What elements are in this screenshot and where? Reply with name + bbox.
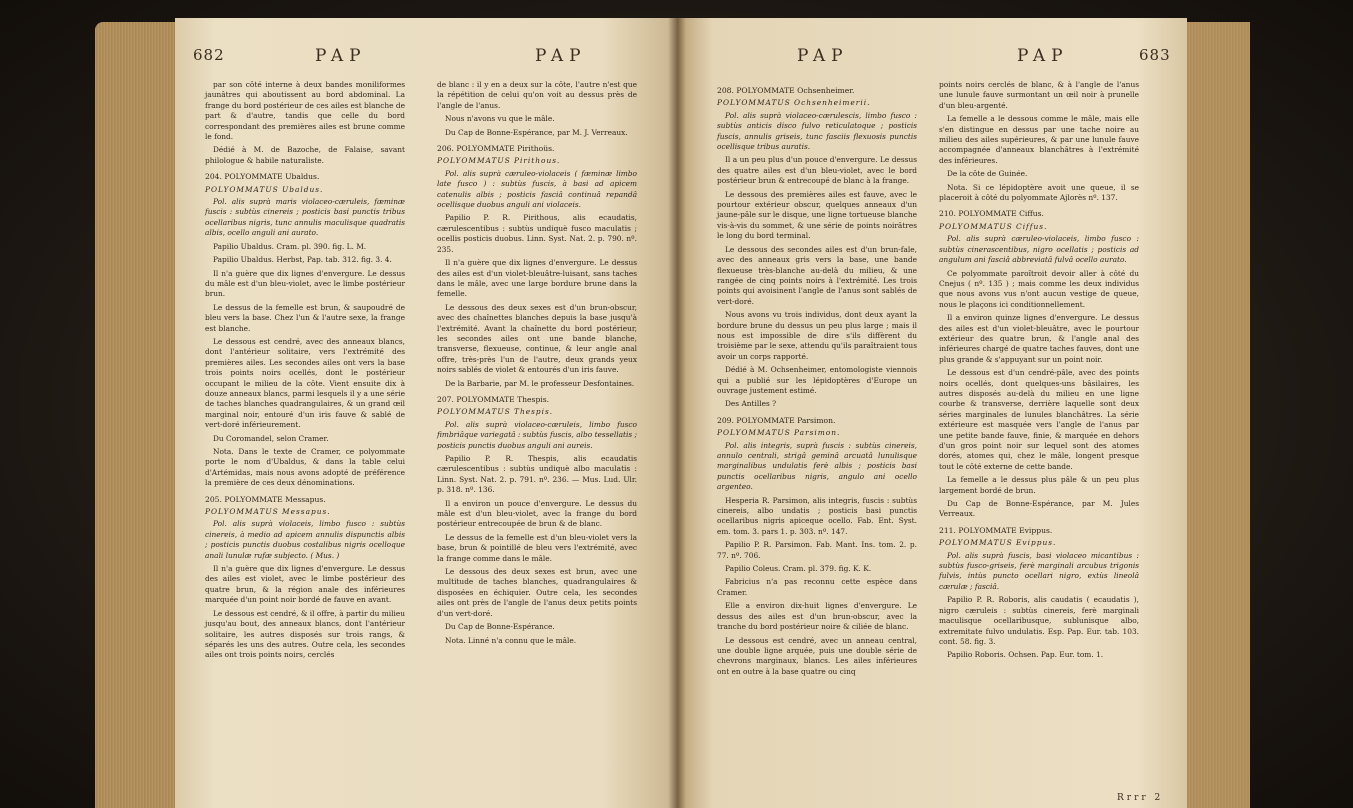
paragraph: Le dessus de la femelle est brun, & saupoudré de bleu vers la base. Chez l'un & l'autre sexe, la frange est blanche. bbox=[205, 302, 405, 333]
paragraph: Du Cap de Bonne-Espérance, par M. J. Verreaux. bbox=[445, 127, 628, 137]
paragraph: Papilio Ubaldus. Herbst, Pap. tab. 312. fig. 3. 4. bbox=[213, 255, 392, 265]
left-running-head-1: PAP bbox=[315, 46, 367, 66]
right-page-number: 683 bbox=[1139, 46, 1171, 64]
paragraph: Le dessous est cendré, avec un anneau central, une double ligne arquée, puis une double série de chevrons marginaux, blancs. Les ailes inférieures ont en outre à la base quatre ou cinq bbox=[717, 635, 917, 676]
right-column-2 bbox=[939, 80, 1139, 664]
latin-name: POLYOMMATUS Thespis. bbox=[437, 407, 554, 417]
species-heading: 205. POLYOMMATE Messapus. bbox=[205, 494, 326, 504]
paragraph: La femelle a le dessus plus pâle & un peu plus largement bordé de brun. bbox=[939, 475, 1139, 495]
paragraph: Dédié à M. de Bazoche, de Falaise, savant philologue & habile naturaliste. bbox=[205, 145, 405, 165]
paragraph: Le dessous des secondes ailes est d'un brun-fale, avec des anneaux gris vers la base, une bande flexueuse très-blanche au-delà du milieu, & une rangée de cinq points noirs à l'extrémité. Les trois points qui avoisinent l'angle de l'anus sont sablés de vert-doré. bbox=[717, 244, 917, 306]
paragraph: Papilio P. R. Parsimon. Fab. Mant. Ins. tom. 2. p. 77. nº. 706. bbox=[717, 540, 917, 560]
paragraph: Le dessus de la femelle est d'un bleu-violet vers la base, brun & pointillé de bleu vers l'extrémité, avec la frange comme dans le mâle. bbox=[437, 532, 637, 563]
paragraph: Nous n'avons vu que le mâle. bbox=[445, 114, 555, 124]
latin-diagnosis: Pol. alis suprà cæruleo-violaceis ( fæminæ limbo late fusco ) : subtùs fuscis, à basi ad apicem catenulis albis ; posticis fasciâ continuâ repandâ ocellisque duobus anguli ani violaceis. bbox=[437, 168, 637, 210]
paragraph: Des Antilles ? bbox=[725, 399, 777, 409]
latin-diagnosis: Pol. alis suprà maris violaceo-cæruleis, fæminæ fuscis : subtùs cinereis ; posticis basi punctis tribus ocellaribus nigris, tunc annulis maculisque quadratis albis, ocello anguli ani aurato. bbox=[205, 197, 405, 238]
book-gutter bbox=[668, 18, 686, 808]
latin-name: POLYOMMATUS Parsimon. bbox=[717, 428, 841, 438]
paragraph: De la côte de Guinée. bbox=[947, 169, 1028, 179]
right-page bbox=[677, 18, 1187, 808]
left-page bbox=[175, 18, 677, 808]
paragraph: points noirs cerclés de blanc, & à l'angle de l'anus une lunule fauve surmontant un œil noir à prunelle d'un bleu-argenté. bbox=[939, 80, 1139, 110]
paragraph: Elle a environ dix-huit lignes d'envergure. Le dessus des ailes est d'un brun-obscur, avec la tranche du bord postérieur noire & ciliée de blanc. bbox=[717, 601, 917, 632]
paragraph: Il n'a guère que dix lignes d'envergure. Le dessus des ailes est violet, avec le limbe postérieur des quatre brun, & la région anale des inférieures marquée d'un point noir bordé de fauve en avant. bbox=[205, 564, 405, 605]
latin-diagnosis: Pol. alis suprà fuscis, basi violaceo micantibus : subtùs fusco-griseis, ferè marginali arcubus trigonis fulvis, intùs puncto ocellari nigro, extùs lineolâ cærulæ ; fasciâ. bbox=[939, 550, 1139, 591]
species-heading: 208. POLYOMMATE Ochsenheimer. bbox=[717, 86, 855, 95]
left-page-edges bbox=[95, 22, 180, 808]
latin-name: POLYOMMATUS Pirithous. bbox=[437, 156, 561, 166]
right-running-head-2: PAP bbox=[1017, 46, 1069, 66]
paragraph: Il a environ quinze lignes d'envergure. Le dessus des ailes est d'un violet-bleuâtre, avec le pourtour extérieur des quatre brun, & l'angle anal des inférieures chargé de quatre taches fauves, dont une plus grande & s'appuyant sur un point noir. bbox=[939, 313, 1139, 364]
species-heading: 210. POLYOMMATE Ciffus. bbox=[939, 209, 1044, 219]
paragraph: Le dessous des deux sexes est d'un brun-obscur, avec des chaînettes blanches depuis la base jusqu'à l'extrémité. Avant la chaînette du bord postérieur, les secondes ailes ont une bande blanche, transverse, flexueuse, continue, & leur angle anal offre, très-près l'un de l'autre, deux grands yeux noirs sablés de violet & entourés d'un iris fauve. bbox=[437, 302, 637, 375]
right-running-head-1: PAP bbox=[797, 46, 849, 66]
left-running-head-2: PAP bbox=[535, 46, 587, 66]
paragraph: Papilio Ubaldus. Cram. pl. 390. fig. L. M. bbox=[213, 241, 367, 251]
paragraph: Nous avons vu trois individus, dont deux ayant la bordure brune du dessus un peu plus large ; mais il nous est impossible de dire s'ils diffèrent du troisième par le sexe, attendu qu'ils paraîtraient tous avoir un corps rapporté. bbox=[717, 310, 917, 361]
paragraph: Il n'a guère que dix lignes d'envergure. Le dessus du mâle est d'un bleu-violet, avec le limbe postérieur brun. bbox=[205, 268, 405, 299]
latin-name: POLYOMMATUS Ubaldus. bbox=[205, 184, 324, 194]
right-column-1 bbox=[717, 80, 917, 680]
paragraph: Le dessous est cendré, & il offre, à partir du milieu jusqu'au bout, des anneaux blancs, dont l'antérieur solitaire, les autres disposés sur trois rangs, & séparés les uns des autres. Outre cela, les secondes ailes ont trois points noirs, cerclés bbox=[205, 608, 405, 660]
right-page-edges bbox=[1180, 22, 1250, 808]
latin-diagnosis: Pol. alis suprà violaceo-cærulescis, limbo fusco : subtùs anticis disco fulvo reticulatoque ; posticis fuscis, annulis griseis, tunc fasciis flexuosis punctis ocellisque tribus auratis. bbox=[717, 110, 917, 152]
left-page-number: 682 bbox=[193, 46, 225, 64]
paragraph: La femelle a le dessous comme le mâle, mais elle s'en distingue en dessus par une tache noire au milieu des ailes supérieures, & par une lunule fauve accompagnée d'anneaux blanchâtres à l'extrémité des inférieures. bbox=[939, 114, 1139, 165]
species-heading: 204. POLYOMMATE Ubaldus. bbox=[205, 172, 320, 182]
paragraph: Hesperia R. Parsimon, alis integris, fuscis : subtùs cinereis, albo undatis ; posticis basi punctis ocellaribus nigris apiceque ocello. Fab. Ent. Syst. em. tom. 3. pars 1. p. 303. nº. 147. bbox=[717, 495, 917, 536]
paragraph: Nota. Dans le texte de Cramer, ce polyommate porte le nom d'Ubaldus, & dans la table celui d'Artémidas, mais nous avons adopté de préférence la première de ces deux dénominations. bbox=[205, 447, 405, 488]
paragraph: Le dessous des deux sexes est brun, avec une multitude de taches blanches, quadrangulaires & disposées en échiquier. Outre cela, les secondes ailes ont près de l'angle de l'anus deux petits points d'un vert-doré. bbox=[437, 567, 637, 618]
paragraph: Le dessous est cendré, avec des anneaux blancs, dont l'antérieur solitaire, vers l'extrémité des premières ailes. Les secondes ailes ont vers la base trois points noirs ocellés, dont le postérieur occupant le milieu de la côte. Vient ensuite dix à douze anneaux blancs, parmi lesquels il y a une série de taches blanches quadrangulaires, & un grand œil marginal noir, entouré d'un iris fauve & sablé de vert-doré inférieurement. bbox=[205, 336, 405, 430]
paragraph: Le dessous des premières ailes est fauve, avec le pourtour extérieur obscur, quelques anneaux d'un jaune-pâle sur le disque, une ligne tortueuse blanche vis-à-vis du sommet, & une série de points noirâtres le long du bord terminal. bbox=[717, 189, 917, 241]
species-heading: 211. POLYOMMATE Evippus. bbox=[939, 525, 1053, 535]
paragraph: Papilio P. R. Pirithous, alis ecaudatis, cærulescentibus : subtùs undiquè fusco maculatis ; ocellis posticis duobus. Linn. Syst. Nat. 2. p. 790. nº. 235. bbox=[437, 213, 637, 254]
paragraph: Nota. Si ce lépidoptère avoit une queue, il se placeroit à côté du polyommate Ajlorès nº. 137. bbox=[939, 182, 1139, 203]
paragraph: Papilio P. R. Roboris, alis caudatis ( ecaudatis ), nigro cæruleis : subtùs cinereis, ferè marginali maculisque ocellaribusque, sublunisque albo, extremitate fulvo undulatis. Esp. Pap. Eur. tab. 103. cont. 58. fig. 3. bbox=[939, 595, 1139, 646]
left-column-2 bbox=[437, 80, 637, 649]
latin-name: POLYOMMATUS Messapus. bbox=[205, 507, 331, 517]
paragraph: Il a environ un pouce d'envergure. Le dessus du mâle est d'un bleu-violet, avec la frange du bord postérieur entrecoupée de brun & de blanc. bbox=[437, 498, 637, 529]
latin-diagnosis: Pol. alis suprà cæruleo-violaceis, limbo fusco : subtùs cinerascentibus, nigro ocellatis ; posticis ad angulum ani fasciâ abbreviatâ fulvâ ocello aurato. bbox=[939, 234, 1139, 265]
latin-name: POLYOMMATUS Ochsenheimerii. bbox=[717, 98, 871, 108]
latin-diagnosis: Pol. alis suprà violaceo-cæruleis, limbo fusco fimbriâque variegatâ : subtùs fuscis, albo tessellatis ; posticis punctis duobus anguli ani aureis. bbox=[437, 419, 637, 450]
paragraph: Du Coromandel, selon Cramer. bbox=[213, 433, 329, 443]
paragraph: Papilio P. R. Thespis, alis ecaudatis cærulescentibus : subtùs undiquè albo maculatis : Linn. Syst. Nat. 2. p. 791. nº. 236. — Mus. Lud. Ulr. p. 318. nº. 136. bbox=[437, 454, 637, 495]
signature-mark: Rrrr 2 bbox=[1117, 793, 1164, 803]
paragraph: Du Cap de Bonne-Espérance, par M. Jules Verreaux. bbox=[939, 499, 1139, 519]
species-heading: 206. POLYOMMATE Pirithoüs. bbox=[437, 144, 555, 154]
paragraph: Le dessous est d'un cendré-pâle, avec des points noirs ocellés, dont quelques-uns bâsilaires, les autres disposés au-delà du milieu en une ligne courbe & transverse, derrière laquelle sont deux séries marginales de lunules blanchâtres. La série extérieure est masquée vers l'angle de l'anus par une petite bande fauve, finie, & marquée en dehors d'un gros point noir sur lequel sont des atomes dorés, atomes qui, chez le mâle, longent presque tout le côté externe de cette bande. bbox=[939, 368, 1139, 471]
paragraph: De la Barbarie, par M. le professeur Desfontaines. bbox=[445, 378, 635, 388]
species-heading: 207. POLYOMMATE Thespis. bbox=[437, 394, 550, 404]
paragraph: Papilio Roboris. Ochsen. Pap. Eur. tom. 1. bbox=[947, 650, 1104, 660]
paragraph: Ce polyommate paroîtroit devoir aller à côté du Cnejus ( nº. 135 ) ; mais comme les deux individus que nous avons vus n'ont aucun vestige de queue, nous le plaçons ici conditionnellement. bbox=[939, 268, 1139, 309]
latin-name: POLYOMMATUS Evippus. bbox=[939, 538, 1057, 548]
paragraph: Nota. Linné n'a connu que le mâle. bbox=[445, 635, 577, 645]
paragraph: Du Cap de Bonne-Espérance. bbox=[445, 622, 555, 632]
paragraph: Fabricius n'a pas reconnu cette espèce dans Cramer. bbox=[717, 577, 917, 597]
paragraph: Il a un peu plus d'un pouce d'envergure. Le dessus des quatre ailes est d'un bleu-violet, avec le bord postérieur brun & entrecoupé de blanc à la frange. bbox=[717, 155, 917, 186]
paragraph: Il n'a guère que dix lignes d'envergure. Le dessus des ailes est d'un violet-bleuâtre-luisant, sans taches dans le mâle, avec une large bordure brune dans la femelle. bbox=[437, 258, 637, 299]
latin-diagnosis: Pol. alis integris, suprà fuscis : subtùs cinereis, annulo centrali, strigâ geminâ arcuatâ lunulisque marginalibus undulatis ferè albis ; posticis basi punctis ocellaribus nigris, angulo ani ocello argenteo. bbox=[717, 440, 917, 492]
paragraph: de blanc : il y en a deux sur la côte, l'autre n'est que la répétition de celui qu'on voit au dessus près de l'angle de l'anus. bbox=[437, 80, 637, 110]
paragraph: Dédié à M. Ochsenheimer, entomologiste viennois qui a publié sur les lépidoptères d'Europe un ouvrage justement estimé. bbox=[717, 365, 917, 395]
left-column-1 bbox=[205, 80, 405, 664]
paragraph: Papilio Coleus. Cram. pl. 379. fig. K. K. bbox=[725, 564, 872, 574]
latin-diagnosis: Pol. alis suprà violaceis, limbo fusco : subtùs cinereis, à medio ad apicem annulis dispunctis albis ; posticis punctis duobus costalibus nigris ocelloque anali lunulæ rufæ subjecto. ( Mus. ) bbox=[205, 519, 405, 560]
latin-name: POLYOMMATUS Ciffus. bbox=[939, 221, 1048, 231]
paragraph: par son côté interne à deux bandes moniliformes jaunâtres qui aboutissent au bord abdominal. La frange du bord postérieur de ces ailes est blanche de part & d'autre, tandis que celle du bord correspondant des premières ailes est brune comme le fond. bbox=[205, 80, 405, 142]
species-heading: 209. POLYOMMATE Parsimon. bbox=[717, 415, 836, 425]
